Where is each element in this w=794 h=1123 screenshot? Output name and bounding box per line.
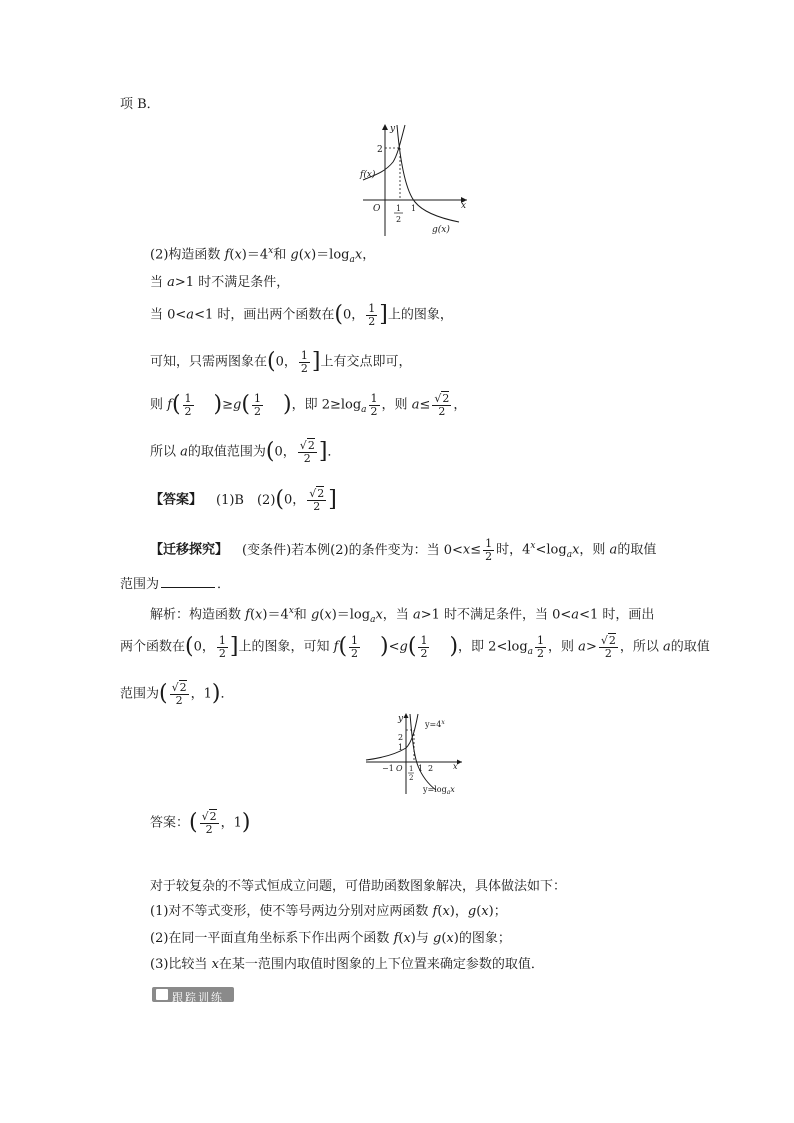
label-x: x xyxy=(453,762,458,771)
label-half-den: 2 xyxy=(409,774,414,782)
label-half-den: 2 xyxy=(396,215,402,224)
answer-line: 【答案】 (1)B (2)(0， $\frac{√2}{2}$ ] xyxy=(150,487,337,513)
figure-exp-log-graph xyxy=(355,120,475,238)
text-line: (3)比较当 x在某一范围内取值时图象的上下位置来确定参数的取值． xyxy=(150,957,544,972)
text-line: 对于较复杂的不等式恒成立问题，可借助函数图象解决，具体做法如下： xyxy=(150,879,567,894)
text-line: 则 f( $\frac{1}{2}$ )≥g( $\frac{1}{2}$ )，即 $2\ge\log_a$ $\frac{1}{2}$ ，则 a≤ $\frac{√2}{2}$ ， xyxy=(150,392,467,418)
label-neg1: −1 xyxy=(382,764,394,773)
label-gx: g(x) xyxy=(432,225,450,235)
label-fx: f(x) xyxy=(360,170,376,180)
text-line: 范围为 ． xyxy=(120,577,231,592)
badge-label: 跟踪训练 xyxy=(172,991,224,1004)
text-line: (2)在同一平面直角坐标系下作出两个函数 f(x)与 g(x)的图象； xyxy=(150,931,511,946)
label-half-num: 1 xyxy=(396,204,402,213)
x-axis-arrow xyxy=(457,760,462,765)
text-line: 可知，只需两图象在(0， $\frac{1}{2}$ ]上有交点即可， xyxy=(150,349,412,375)
text-line: 当 a>1 时不满足条件， xyxy=(150,275,290,290)
label-origin: O xyxy=(396,764,403,773)
text-line: 所以 a的取值范围为(0， $\frac{√2}{2}$ ]． xyxy=(150,439,341,465)
text-line: 解析：构造函数 $f(x)=4^x$和 $g(x)=\log_ax$，当 a>1 时不满足条件，当 0<a<1 时，画出 xyxy=(150,606,655,625)
y-axis-arrow xyxy=(404,713,409,718)
section-badge xyxy=(152,987,234,1002)
label-x: x xyxy=(461,201,467,211)
answer-blank xyxy=(161,577,215,588)
text-line: 项 B． xyxy=(120,97,160,112)
figure-exp-log-graph-2 xyxy=(362,710,466,796)
label-one: 1 xyxy=(398,743,404,752)
curve-g xyxy=(397,125,459,222)
label-eq-log: $y=\log_ax$ xyxy=(423,785,455,796)
label-two: 2 xyxy=(398,733,404,742)
y-axis-arrow xyxy=(382,124,388,130)
label-two-x: 2 xyxy=(428,764,434,773)
label-one: 1 xyxy=(411,204,417,213)
text-line: 两个函数在(0， $\frac{1}{2}$ ]上的图象，可知 f( $\frac{1}{2}$ )<g( $\frac{1}{2}$ )，即 $2<\log_a$ $\frac{1}{2}$ ，则 a> $\frac{√2}{2}$ ，所以 a的取值 xyxy=(120,634,710,660)
label-origin: O xyxy=(373,204,381,214)
text-line: (2)构造函数 $f(x)=4^x$和 $g(x)=\log_ax$， xyxy=(150,246,376,265)
label-two: 2 xyxy=(377,145,383,155)
text-line: 【迁移探究】 (变条件)若本例(2)的条件变为：当 0<x≤ $\frac{1}{2}$ 时，$4^x<\log_ax$，则 a的取值 xyxy=(150,537,657,563)
text-line: 范围为( $\frac{√2}{2}$ ，1)． xyxy=(120,681,234,707)
label-y: y xyxy=(390,124,396,134)
notebook-icon xyxy=(156,989,168,1000)
text-line: (1)对不等式变形，使不等号两边分别对应两函数 f(x)，g(x)； xyxy=(150,904,507,919)
label-half-num: 1 xyxy=(409,765,414,773)
label-one-x: 1 xyxy=(418,764,424,773)
label-y: y xyxy=(398,714,404,724)
text-line: 当 0<a<1 时，画出两个函数在(0， $\frac{1}{2}$ ]上的图象， xyxy=(150,302,453,328)
answer-line: 答案：( $\frac{√2}{2}$ ，1) xyxy=(150,810,251,836)
label-eq-exp: $y=4^x$ xyxy=(425,719,445,729)
